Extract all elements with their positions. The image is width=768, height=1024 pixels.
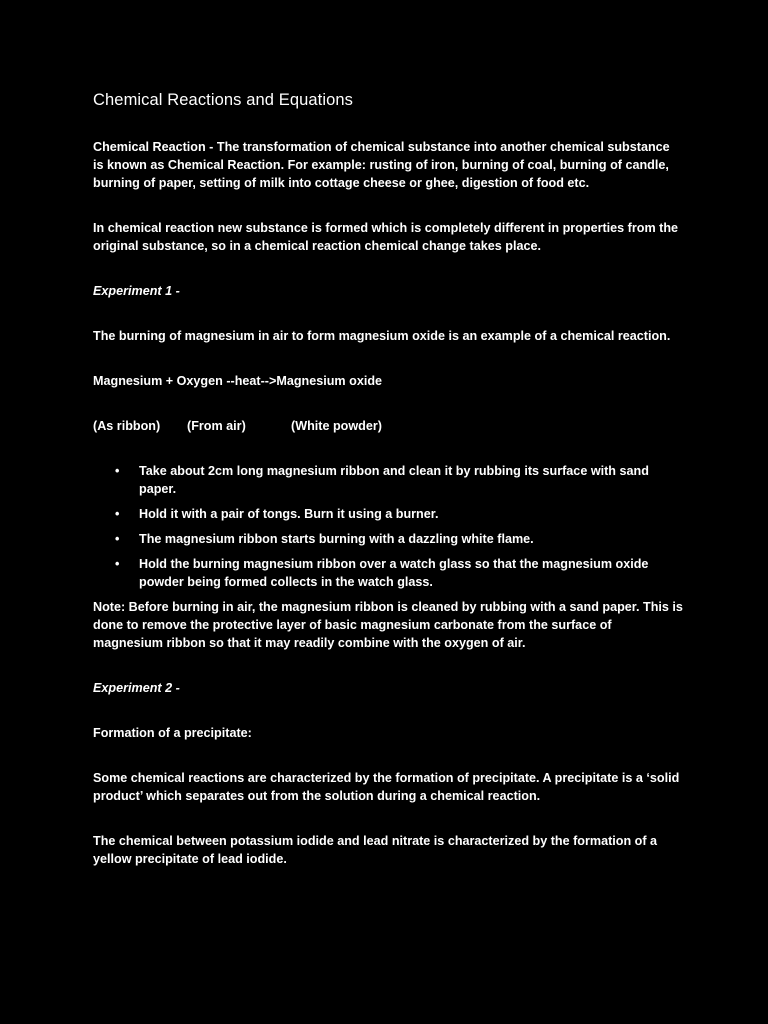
equation-label-product: (White powder) <box>291 419 382 433</box>
bullet-icon: • <box>115 507 120 521</box>
experiment-1-steps-list <box>93 462 683 591</box>
experiment-1-intro: The burning of magnesium in air to form magnesium oxide is an example of a chemical reaction. <box>93 329 671 343</box>
equation-label-reactant-1: (As ribbon) <box>93 419 161 433</box>
equation-labels <box>93 417 683 435</box>
word-equation: Magnesium + Oxygen --heat-->Magnesium oxide <box>93 374 383 388</box>
chemical-change-paragraph: In chemical reaction new substance is formed which is completely different in properties from the original substance, so in a chemical reaction chemical change takes place. <box>93 221 679 253</box>
list-item-text: The magnesium ribbon starts burning with a dazzling white flame. <box>139 532 534 546</box>
list-item <box>93 555 683 591</box>
definition-paragraph: Chemical Reaction - The transformation of chemical substance into another chemical substance is known as Chemical Reaction. For example: rusting of iron, burning of coal, burning of candle, burning of paper, setting of milk into cottage cheese or ghee, digestion of food etc. <box>93 140 670 190</box>
document-page <box>93 88 683 868</box>
bullet-icon: • <box>115 557 120 571</box>
list-item <box>93 505 683 523</box>
cleaning-note: Note: Before burning in air, the magnesium ribbon is cleaned by rubbing with a sand paper. This is done to remove the protective layer of basic magnesium carbonate from the surface of magnesium ribbon so that it may readily combine with the oxygen of air. <box>93 600 683 650</box>
experiment-2-heading: Experiment 2 - <box>93 681 180 695</box>
document-title: Chemical Reactions and Equations <box>93 91 354 109</box>
experiment-2-subheading: Formation of a precipitate: <box>93 726 252 740</box>
equation-label-reactant-2: (From air) <box>187 419 246 433</box>
list-item-text: Hold it with a pair of tongs. Burn it using a burner. <box>139 507 439 521</box>
list-item <box>93 462 683 498</box>
bullet-icon: • <box>115 532 120 546</box>
experiment-1-heading: Experiment 1 - <box>93 284 180 298</box>
list-item-text: Take about 2cm long magnesium ribbon and clean it by rubbing its surface with sand paper. <box>139 464 649 496</box>
lead-iodide-example: The chemical between potassium iodide and lead nitrate is characterized by the formation of a yellow precipitate of lead iodide. <box>93 834 658 866</box>
list-item <box>93 530 683 548</box>
bullet-icon: • <box>115 464 120 478</box>
list-item-text: Hold the burning magnesium ribbon over a watch glass so that the magnesium oxide powder being formed collects in the watch glass. <box>139 557 649 589</box>
precipitate-description: Some chemical reactions are characterized by the formation of precipitate. A precipitate is a ‘solid product’ which separates out from the solution during a chemical reaction. <box>93 771 680 803</box>
